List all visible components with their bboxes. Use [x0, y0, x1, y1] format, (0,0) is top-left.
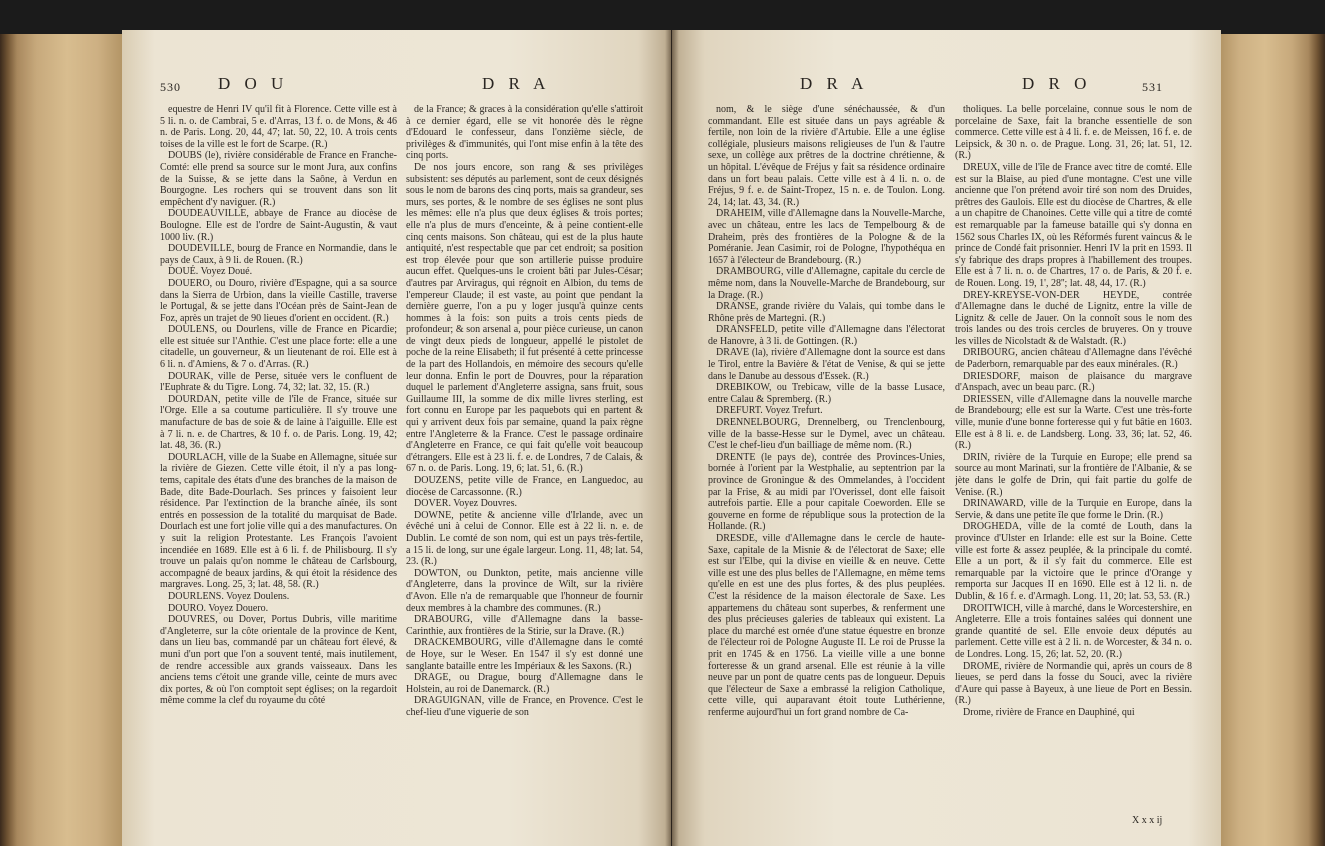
left-page-number: 530: [160, 80, 181, 94]
entry-paragraph: DOUERO, ou Douro, rivière d'Espagne, qui a sa source dans la Sierra de Urbion, dans la vieille Castille, traverse le Portugal, & se jette dans l'Océan près de Saint-Jean de Foz, après un trajet de 90 lieues d'orient en occident. (R.): [160, 277, 397, 324]
entry-paragraph: DROITWICH, ville à marché, dans le Worcestershire, en Angleterre. Elle a trois fontaines salées qui donnent une grande quantité de sel. Elle envoie deux députés au parlement. Cette ville est à 2 li. n. de Worcester, & 34 n. o. de Londres. Long. 15, 26; lat. 52, 20. (R.): [955, 602, 1192, 660]
right-heading-dra: D R A: [800, 74, 869, 93]
entry-paragraph: DOUBS (le), rivière considérable de France en Franche-Comté: elle prend sa source sur le mont Jura, aux confins de la Suisse, & se jette dans la Saône, à Verdun en Bourgogne. Les rochers qui se trouvent dans son lit empêchent d'y naviguer. (R.): [160, 150, 397, 208]
book-gutter: [665, 30, 679, 846]
left-heading-dou: D O U: [218, 74, 289, 93]
left-page: [122, 30, 671, 846]
entry-paragraph: DRENTE (le pays de), contrée des Provinces-Unies, bornée à l'orient par la Westphalie, au septentrion par la province de Groningue & des Ommelandes, à l'occident par la Frise, & au midi par l'Overissel, dont elle faisoit autrefois partie. Elle a pour capitale Coeworden. Elle se gouverne en forme de république sous la protection de la Hollande. (R.): [708, 451, 945, 533]
right-page-column-2: [955, 104, 1192, 844]
entry-paragraph: DRANSE, grande rivière du Valais, qui tombe dans le Rhône près de Martegni. (R.): [708, 301, 945, 324]
right-heading-dro: D R O: [1022, 74, 1092, 93]
entry-paragraph: DRAGUIGNAN, ville de France, en Provence. C'est le chef-lieu d'une viguerie de son: [406, 695, 643, 718]
entry-paragraph: DRAGE, ou Drague, bourg d'Allemagne dans le Holstein, au roi de Danemarck. (R.): [406, 672, 643, 695]
entry-paragraph: DOUVRES, ou Dover, Portus Dubris, ville maritime d'Angleterre, sur la côte orientale de la province de Kent, dans un lieu bas, commandé par un château fort élevé, & muni d'un port que l'on a souvent tenté, mais inutilement, de rendre accessible aux grands vaisseaux. Dans les anciens tems c'étoit une grande ville, ceinte de murs avec dix portes, & où l'on comptoit sept églises; on la regardoit même comme la clef du royaume du côté: [160, 614, 397, 707]
entry-paragraph: DOURAK, ville de Perse, située vers le confluent de l'Euphrate & du Tigre. Long. 74, 32; lat. 32, 15. (R.): [160, 370, 397, 394]
entry-paragraph: DREUX, ville de l'île de France avec titre de comté. Elle est sur la Blaise, au pied d'une montagne. C'est une ville ancienne que l'on prétend avoir tiré son nom des Druides, prêtres des Gaulois. Elle est du diocèse de Chartres, & elle a un chapitre de Chanoines. Cette ville qui a titre de comté est remarquable par la fameuse bataille qui s'y donna en 1562 sous Charles IX, où les Réformés furent vaincus & le prince de Condé fait prisonnier. Henri IV la prit en 1593. Il s'y fabrique des draps propres à l'habillement des troupes. Elle est à 7 li. n. o. de Chartres, 17 o. de Paris, & 20 f. e. de Rouen. Long. 19, 1', 28''; lat. 48, 44, 17. (R.): [955, 161, 1192, 289]
entry-paragraph: DOURO. Voyez Douero.: [168, 602, 269, 614]
entry-paragraph: DRIESDORF, maison de plaisance du margrave d'Anspach, avec un beau parc. (R.): [955, 370, 1192, 394]
right-page-edges: [1221, 34, 1325, 846]
entry-paragraph: Drome, rivière de France en Dauphiné, qui: [963, 706, 1135, 718]
entry-paragraph: DRINAWARD, ville de la Turquie en Europe, dans la Servie, & dans une petite île que forme le Drin. (R.): [955, 498, 1192, 521]
entry-paragraph: DOUÉ. Voyez Doué.: [168, 266, 253, 278]
left-col1-text: [160, 104, 397, 707]
entry-paragraph: DOULENS, ou Dourlens, ville de France en Picardie; elle est située sur l'Anthie. C'est une place forte: elle a une citadelle, un gouverneur, & un lieutenant de roi. Elle est à 6 li. n. d'Amiens, & 7 o. d'Arras. (R.): [160, 324, 397, 371]
entry-paragraph: DOURLACH, ville de la Suabe en Allemagne, située sur la rivière de Giezen. Cette ville étoit, il n'y a pas long-tems, capitale des états d'une des branches de la maison de Bade, dite Bade-Dourlach. Ses princes y faisoient leur résidence. Par l'extinction de la branche aînée, ils sont entrés en possession de la totalité du marquisat de Bade. Dourlach est une fort jolie ville qui a des manufactures. On y suit la religion Protestante. Les François l'avoient incendiée en 1689. Elle est à 6 li. f. de Philisbourg. Il s'y trouve un palais qu'on nomme le château de Carlsbourg, accompagné de beaux jardins, & qui étoit la résidence des margraves. Long. 25, 3; lat. 48, 58. (R.): [160, 451, 397, 591]
entry-paragraph: DREBIKOW, ou Trebicaw, ville de la basse Lusace, entre Calau & Spremberg. (R.): [708, 382, 945, 405]
entry-paragraph: DRAMBOURG, ville d'Allemagne, capitale du cercle de même nom, dans la Nouvelle-Marche de Brandebourg, sur la Drage. (R.): [708, 266, 945, 301]
entry-paragraph: DROME, rivière de Normandie qui, après un cours de 8 lieues, se perd dans la fosse du Souci, avec la rivière d'Aure qui passe à Bayeux, à une lieue de Port en Bessin. (R.): [955, 660, 1192, 707]
entry-paragraph: DRAHEIM, ville d'Allemagne dans la Nouvelle-Marche, avec un château, entre les lacs de Tempelbourg & de Draheim, près des frontières de la Pologne & de la Poméranie. Jean Casimir, roi de Pologne, l'hypothéqua en 1657 à l'électeur de Brandebourg. (R.): [708, 208, 945, 266]
entry-paragraph: DOWTON, ou Dunkton, petite, mais ancienne ville d'Angleterre, dans la province de Wilt, sur la rivière d'Avon. Elle n'a de remarquable que l'honneur de fournir deux membres à la chambre des communes. (R.): [406, 567, 643, 614]
entry-paragraph: De nos jours encore, son rang & ses privilèges subsistent: ses députés au parlement, sont de ceux désignés sous le nom de barons des cinq ports, mais sa grandeur, ses murs, ses portes, & le nombre de ses églises ne sont plus les mêmes: elle n'a plus que deux églises & trois portes; elle n'a plus de murs d'enceinte, & à peine contient-elle cinq cents maisons. Son château, qui est de la plus haute antiquité, n'est respectable que par cet endroit; sa position est trop élevée pour que son artillerie puisse produire aucun effet. Quelques-uns le croient bâti par Jules-César; d'autres par Arviragus, qui régnoit en Albion, du tems de l'empereur Claude; il est vaste, au point que pendant la dernière guerre, l'on a pu y loger jusqu'à quinze cents hommes à la fois: son puits a trois cents pieds de profondeur; & son arsenal a, pour pièce curieuse, un canon de vingt deux pieds de longueur, appellé le pistolet de poche de la reine Elisabeth; il fut présenté à cette princesse de la part des Hollandois, en mémoire des secours qu'elle leur donna. Enfin le port de Douvres, pour la réparation duquel le parlement d'Angleterre assigna, sans fruit, sous Guillaume III, la somme de dix mille livres sterling, est fort connu en Europe par les paquebots qui en partent & qui y arrivent deux fois par semaine, quand la paix règne entre l'Angleterre & la France. C'est le passage ordinaire d'Angleterre en France, ce qui fait qu'elle voit beaucoup d'étrangers. Elle est à 23 li. f. e. de Londres, 7 de Calais, & 67 n. o. de Paris. Long. 19, 6; lat. 51, 6. (R.): [406, 161, 643, 475]
entry-paragraph: DRABOURG, ville d'Allemagne dans la basse-Carinthie, aux frontières de la Stirie, sur la Drave. (R.): [406, 614, 643, 637]
entry-paragraph: DRESDE, ville d'Allemagne dans le cercle de haute-Saxe, capitale de la Misnie & de l'électorat de Saxe; elle est sur l'Elbe, qui la divise en vieille & en neuve. Cette ville est une des plus belles de l'Allemagne, en même tems qu'elle en est une des plus fortes, & des plus peuplées. C'est la résidence de la maison électorale de Saxe. Les appartemens du château sont superbes, & renferment une des plus précieuses galeries de tableaux qui existent. La place du marché est ornée d'une statue équestre en bronze de l'électeur roi de Pologne Auguste II. Le roi de Prusse la prit en 1745 & en 1756. La vieille ville a une bonne forteresse & un grand arsenal. Elle est réunie à la ville neuve par un pont de quatre cents pas de longueur. Depuis que l'électeur de Saxe a embrassé la religion Catholique, cette ville, qui auparavant étoit toute Luthérienne, renferme aujourd'hui un fort grand nombre de Ca-: [708, 532, 945, 718]
left-page-edges: [0, 34, 122, 846]
right-page-number: 531: [1142, 80, 1163, 94]
entry-paragraph: DOURLENS. Voyez Doulens.: [168, 590, 290, 602]
right-page: [672, 30, 1221, 846]
entry-paragraph: DRAVE (la), rivière d'Allemagne dont la source est dans le Tirol, entre la Bavière & l'état de Venise, & qui se jette dans le Danube au dessous d'Essek. (R.): [708, 347, 945, 382]
left-running-head: [122, 74, 671, 102]
entry-paragraph: DOUDEVILLE, bourg de France en Normandie, dans le pays de Caux, à 9 li. de Rouen. (R.): [160, 243, 397, 266]
entry-paragraph: DRIN, rivière de la Turquie en Europe; elle prend sa source au mont Marinati, sur la frontière de l'Albanie, & se jète dans le golfe de Drin, qui fait partie du golfe de Venise. (R.): [955, 451, 1192, 498]
entry-paragraph: DRANSFELD, petite ville d'Allemagne dans l'électorat de Hanovre, à 3 li. de Gottingen. (R.): [708, 324, 945, 347]
entry-paragraph: DOURDAN, petite ville de l'île de France, située sur l'Orge. Elle a sa coutume particulière. Il s'y trouve une manufacture de bas de soie & de laine à l'aiguille. Elle est à 7 li. n. e. de Chartres, & 10 f. o. de Paris. Long. 19, 42; lat. 48, 36. (R.): [160, 393, 397, 452]
right-page-column-1: [708, 104, 945, 846]
entry-paragraph: nom, & le siège d'une sénéchaussée, & d'un commandant. Elle est située dans un pays agréable & fertile, non loin de la rivière d'Artubie. Elle a une église collégiale, plusieurs maisons religieuses de l'un & l'autre sexe, un collège aux prêtres de la doctrine chrétienne, & un hôpital. L'évêque de Fréjus y fait sa résidence ordinaire dans un fort beau palais. Cette ville est à 4 li. n. o. de Fréjus, 9 f. e. de Saint-Tropez, 15 n. e. de Toulon. Long. 24, 14; lat. 43, 34. (R.): [708, 104, 945, 208]
entry-paragraph: tholiques. La belle porcelaine, connue sous le nom de porcelaine de Saxe, fait la branche essentielle de son commerce. Cette ville est à 4 li. f. e. de Meissen, 16 f. e. de Leipsick, & 30 n. o. de Prague. Long. 31, 26; lat. 51, 12. (R.): [955, 104, 1192, 162]
entry-paragraph: DOUDEAUVILLE, abbaye de France au diocèse de Boulogne. Elle est de l'ordre de Saint-Augustin, & vaut 1000 liv. (R.): [160, 208, 397, 243]
entry-paragraph: DREY-KREYSE-VON-DER HEYDE, contrée d'Allemagne dans le duché de Lignitz, entre la ville de Lignitz & celle de Jauer. On la connoît sous le nom des trois landes ou des trois cercles de bruyeres. On y trouve les villes de Nicolstadt & de Walstadt. (R.): [955, 289, 1192, 347]
left-heading-dra: D R A: [482, 74, 551, 93]
entry-paragraph: DRIESSEN, ville d'Allemagne dans la nouvelle marche de Brandebourg; elle est sur la Warte. C'est une très-forte ville, munie d'une bonne forteresse qui y fut bâtie en 1603. Elle est à 8 li. e. de Landsberg. Long. 33, 36; lat. 52, 46. (R.): [955, 393, 1192, 452]
entry-paragraph: DOWNE, petite & ancienne ville d'Irlande, avec un évêché uni à celui de Connor. Elle est à 22 li. n. e. de Dublin. Le comté de son nom, qui est un pays très-fertile, a 15 li. de long, sur une égale largeur. Long. 11, 48; lat. 54, 23. (R.): [406, 509, 643, 568]
right-running-head: [672, 74, 1221, 102]
entry-paragraph: equestre de Henri IV qu'il fit à Florence. Cette ville est à 5 li. n. o. de Cambrai, 5 e. d'Arras, 13 f. o. de Mons, & 46 n. de Paris. Long. 20, 44, 47; lat. 50, 22, 10. A trois cents toises de la ville est le fort de Scarpe. (R.): [160, 104, 397, 150]
entry-paragraph: DOVER. Voyez Douvres.: [414, 498, 517, 510]
entry-paragraph: DRIBOURG, ancien château d'Allemagne dans l'évêché de Paderborn, remarquable par des eaux minérales. (R.): [955, 347, 1192, 371]
left-page-column-2: [406, 104, 643, 846]
entry-paragraph: DROGHEDA, ville de la comté de Louth, dans la province d'Ulster en Irlande: elle est sur la Boine. Cette ville est forte & assez peuplée, & la principale du comté. Elle a un port, & il s'y fait du commerce. Elle est remarquable par la victoire que le prince d'Orange y remporta sur Jacques II en 1690. Elle est à 12 li. n. de Dublin, & 16 f. e. d'Armagh. Long. 11, 20; lat. 53, 53. (R.): [955, 521, 1192, 602]
entry-paragraph: DRENNELBOURG, Drennelberg, ou Trenclenbourg, ville de la basse-Hesse sur le Dymel, avec un château. C'est le chef-lieu d'un bailliage de même nom. (R.): [708, 417, 945, 452]
entry-paragraph: DREFURT. Voyez Trefurt.: [716, 405, 823, 417]
signature-mark: X x x ij: [1132, 815, 1163, 826]
entry-paragraph: de la France; & graces à la considération qu'elle s'attiroit à ce dernier égard, elle se vit honorée dès le règne d'Edouard le confesseur, dans l'onzième siècle, de privilèges & d'immunités, qui l'ont mise enfin à la tête des cinq ports.: [406, 104, 643, 162]
left-page-column-1: [160, 104, 397, 846]
entry-paragraph: DOUZENS, petite ville de France, en Languedoc, au diocèse de Carcassonne. (R.): [406, 475, 643, 498]
entry-paragraph: DRACKEMBOURG, ville d'Allemagne dans le comté de Hoye, sur le Weser. En 1547 il s'y est donné une sanglante bataille entre les Impériaux & les Saxons. (R.): [406, 637, 643, 672]
